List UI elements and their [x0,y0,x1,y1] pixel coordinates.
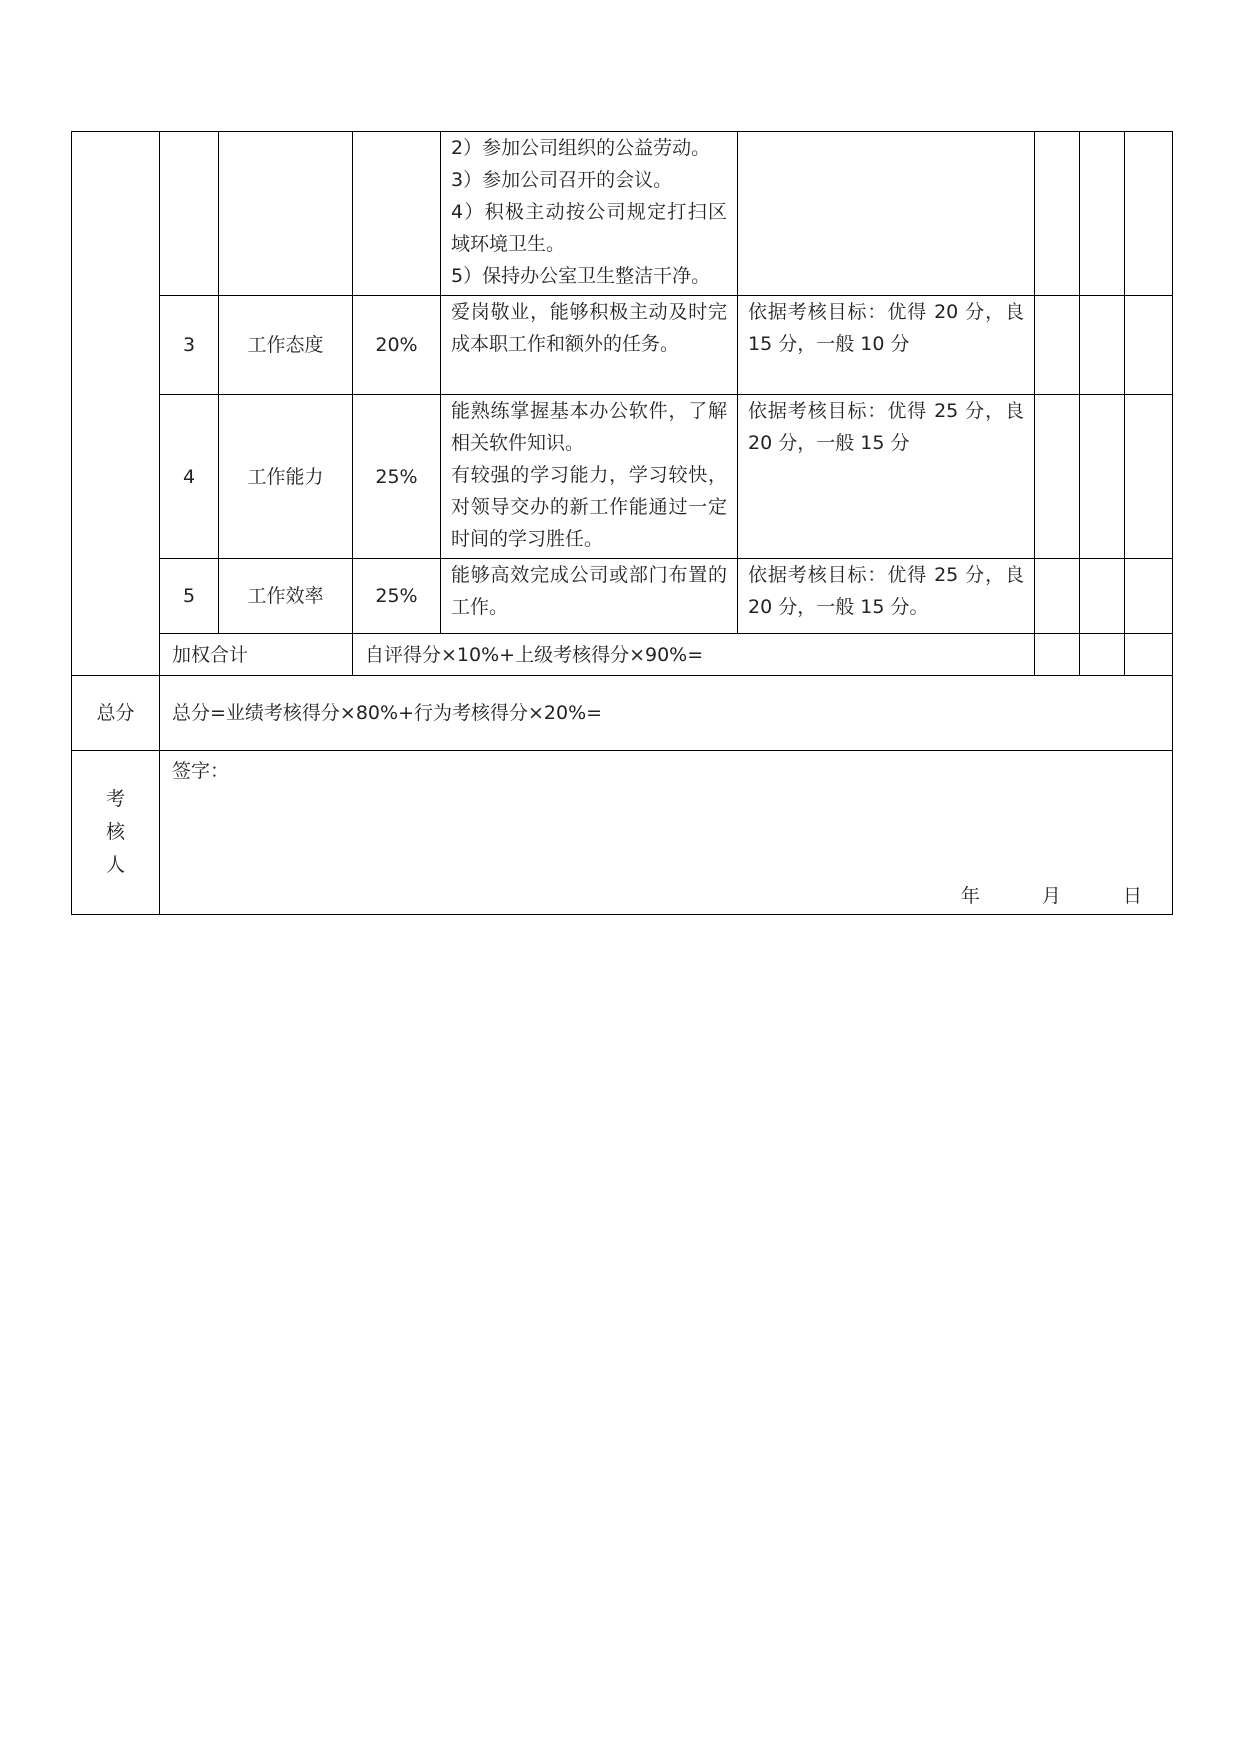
item-content [441,395,738,559]
score-cell-self [1035,296,1080,395]
row-number [160,132,219,296]
total-label: 总分 [72,676,160,751]
total-row [72,676,1173,751]
category-cell [72,132,160,676]
item-name: 工作效率 [219,559,353,634]
assessor-row [72,751,1173,915]
item-criteria: 依据考核目标：优得 25 分，良 20 分，一般 15 分。 [738,559,1035,634]
score-cell-final [1125,559,1173,634]
score-cell-self [1035,634,1080,676]
item-criteria: 依据考核目标：优得 20 分，良 15 分，一般 10 分 [738,296,1035,395]
date-month: 月 [1041,885,1061,907]
item-criteria: 依据考核目标：优得 25 分，良 20 分，一般 15 分 [738,395,1035,559]
content-line: 3）参加公司召开的会议。 [451,169,673,191]
score-cell-final [1125,132,1173,296]
item-weight [353,132,441,296]
score-cell-final [1125,296,1173,395]
item-name: 工作态度 [219,296,353,395]
item-content [441,132,738,296]
content-line: 2）参加公司组织的公益劳动。 [451,137,711,159]
content-line: 能够高效完成公司或部门布置的工作。 [451,564,727,618]
total-formula: 总分=业绩考核得分×80%+行为考核得分×20%= [160,676,1173,751]
score-cell-final [1125,395,1173,559]
weighted-total-formula: 自评得分×10%+上级考核得分×90%= [353,634,1035,676]
score-cell-superior [1080,634,1125,676]
assessor-label-char: 核 [105,821,125,843]
date-day: 日 [1122,885,1142,907]
row-number: 5 [160,559,219,634]
weighted-total-label: 加权合计 [160,634,353,676]
content-line: 能熟练掌握基本办公软件，了解相关软件知识。 [451,400,727,454]
item-weight: 25% [353,559,441,634]
weighted-total-row [72,634,1173,676]
table-row [72,296,1173,395]
score-cell-self [1035,395,1080,559]
assessor-label [72,751,160,915]
assessor-label-char: 人 [105,854,125,876]
signature-label: 签字： [172,760,230,782]
item-weight: 25% [353,395,441,559]
table-row [72,395,1173,559]
item-content [441,296,738,395]
score-cell-superior [1080,296,1125,395]
score-cell-superior [1080,559,1125,634]
signature-cell [160,751,1173,915]
table-row [72,132,1173,296]
row-number: 3 [160,296,219,395]
item-content [441,559,738,634]
content-line: 4）积极主动按公司规定打扫区域环境卫生。 [451,201,727,255]
item-criteria [738,132,1035,296]
evaluation-table [71,131,1173,915]
signature-date [905,880,1142,912]
row-number: 4 [160,395,219,559]
item-weight: 20% [353,296,441,395]
score-cell-self [1035,559,1080,634]
score-cell-superior [1080,132,1125,296]
score-cell-self [1035,132,1080,296]
score-cell-superior [1080,395,1125,559]
table-row [72,559,1173,634]
item-name [219,132,353,296]
content-line: 有较强的学习能力，学习较快，对领导交办的新工作能通过一定时间的学习胜任。 [451,464,727,550]
item-name: 工作能力 [219,395,353,559]
assessor-label-char: 考 [105,788,125,810]
date-year: 年 [960,885,980,907]
score-cell-final [1125,634,1173,676]
content-line: 5）保持办公室卫生整洁干净。 [451,265,711,287]
content-line: 爱岗敬业，能够积极主动及时完成本职工作和额外的任务。 [451,301,727,355]
